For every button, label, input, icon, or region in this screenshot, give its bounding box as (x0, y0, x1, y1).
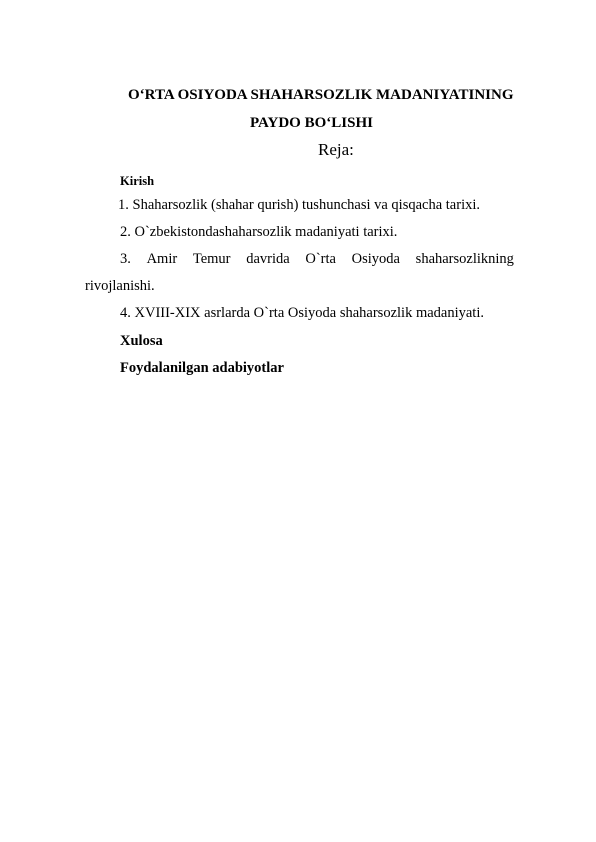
plan-item-3-word: Amir (146, 251, 178, 267)
plan-item-2: 2. O`zbekistondashaharsozlik madaniyati tarixi. (120, 224, 398, 240)
plan-item-3-word: 3. (120, 251, 131, 267)
plan-item-3-word: O`rta (305, 251, 336, 267)
plan-item-3-continuation: rivojlanishi. (85, 278, 155, 294)
plan-item-3-word: Osiyoda (351, 251, 400, 267)
title-line-2: PAYDO BO‘LISHI (250, 115, 373, 131)
plan-item-4: 4. XVIII-XIX asrlarda O`rta Osiyoda shaharsozlik madaniyati. (120, 305, 484, 321)
references-label: Foydalanilgan adabiyotlar (120, 360, 284, 376)
plan-heading: Reja: (318, 140, 354, 159)
conclusion-label: Xulosa (120, 333, 163, 349)
plan-item-1: 1. Shaharsozlik (shahar qurish) tushunchasi va qisqacha tarixi. (118, 197, 481, 213)
plan-item-3-word: davrida (246, 251, 290, 267)
plan-item-3-word: shaharsozlikning (415, 251, 514, 267)
plan-item-3-word: Temur (192, 251, 231, 267)
intro-label: Kirish (120, 174, 155, 188)
title-line-1: O‘RTA OSIYODA SHAHARSOZLIK MADANIYATINING (128, 87, 514, 103)
plan-item-3 (120, 250, 514, 268)
